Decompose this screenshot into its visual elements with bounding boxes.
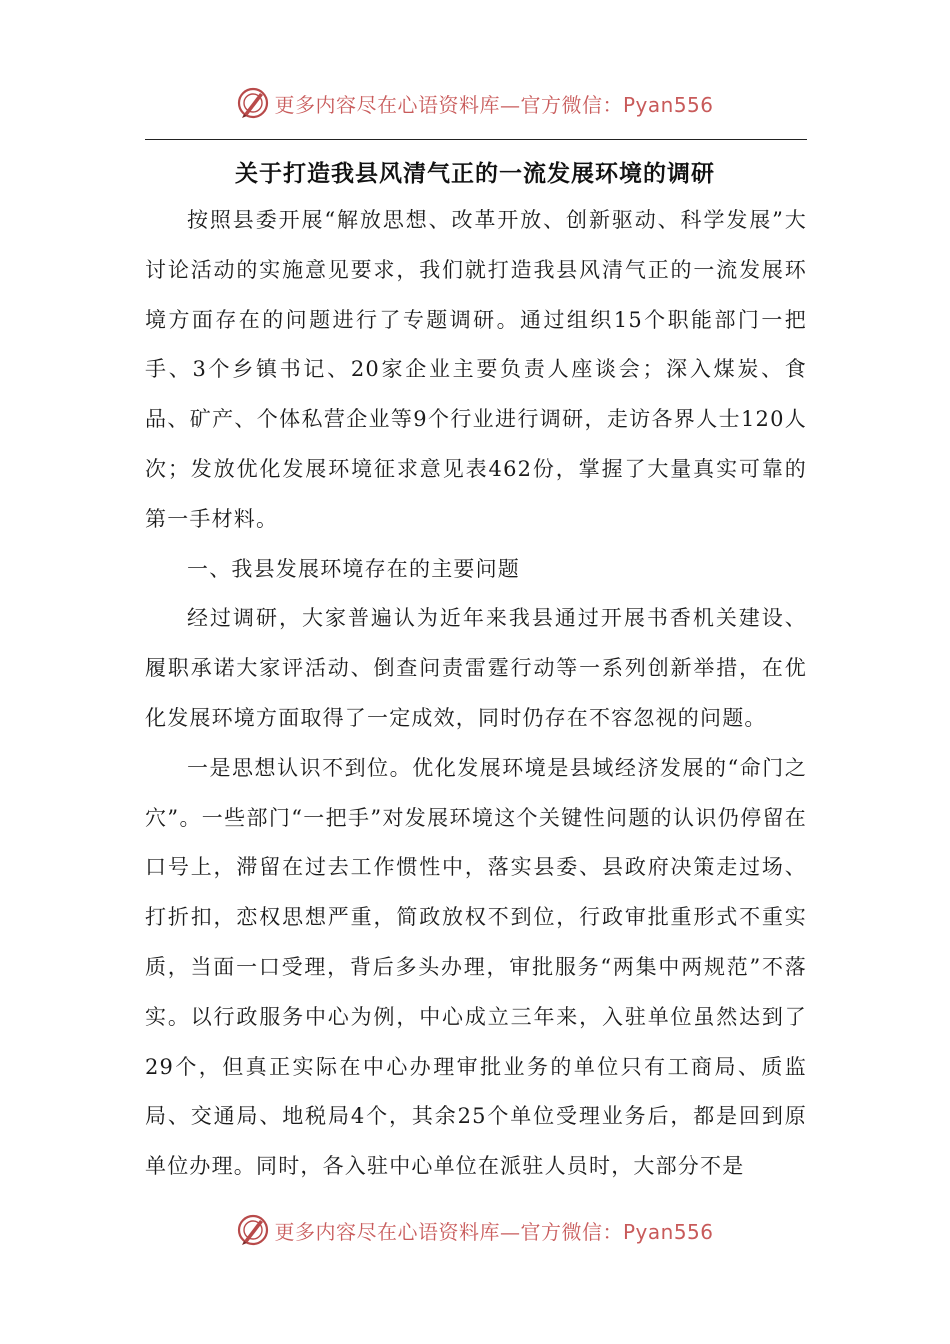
pen-logo-icon bbox=[236, 1213, 270, 1247]
pen-logo-icon bbox=[236, 86, 270, 120]
document-title: 关于打造我县风清气正的一流发展环境的调研 bbox=[235, 160, 715, 187]
document-body bbox=[145, 196, 807, 1192]
paragraph-intro: 按照县委开展“解放思想、改革开放、创新驱动、科学发展”大讨论活动的实施意见要求，我们就打造我县风清气正的一流发展环境方面存在的问题进行了专题调研。通过组织15个职能部门一把手、3个乡镇书记、20家企业主要负责人座谈会；深入煤炭、食品、矿产、个体私营企业等9个行业进行调研，走访各界人士120人次；发放优化发展环境征求意见表462份，掌握了大量真实可靠的第一手材料。 bbox=[145, 208, 807, 531]
paragraph-point-one: 一是思想认识不到位。优化发展环境是县域经济发展的“命门之穴”。一些部门“一把手”对发展环境这个关键性问题的认识仍停留在口号上，滞留在过去工作惯性中，落实县委、县政府决策走过场、打折扣，恋权思想严重，简政放权不到位，行政审批重形式不重实质，当面一口受理，背后多头办理，审批服务“两集中两规范”不落实。以行政服务中心为例，中心成立三年来，入驻单位虽然达到了29个，但真正实际在中心办理审批业务的单位只有工商局、质监局、交通局、地税局4个，其余25个单位受理业务后，都是回到原单位办理。同时，各入驻中心单位在派驻人员时，大部分不是 bbox=[145, 755, 807, 1179]
header-watermark-banner bbox=[0, 83, 950, 123]
paragraph-overview: 经过调研，大家普遍认为近年来我县通过开展书香机关建设、履职承诺大家评活动、倒查问责雷霆行动等一系列创新举措，在优化发展环境方面取得了一定成效，同时仍存在不容忽视的问题。 bbox=[145, 606, 807, 730]
header-banner-text: 更多内容尽在心语资料库—官方微信：Pyan556 bbox=[274, 92, 714, 117]
header-divider bbox=[145, 139, 807, 140]
footer-watermark-banner bbox=[0, 1210, 950, 1250]
footer-banner-text: 更多内容尽在心语资料库—官方微信：Pyan556 bbox=[274, 1219, 714, 1244]
section-heading-main-problems: 一、我县发展环境存在的主要问题 bbox=[187, 556, 520, 581]
